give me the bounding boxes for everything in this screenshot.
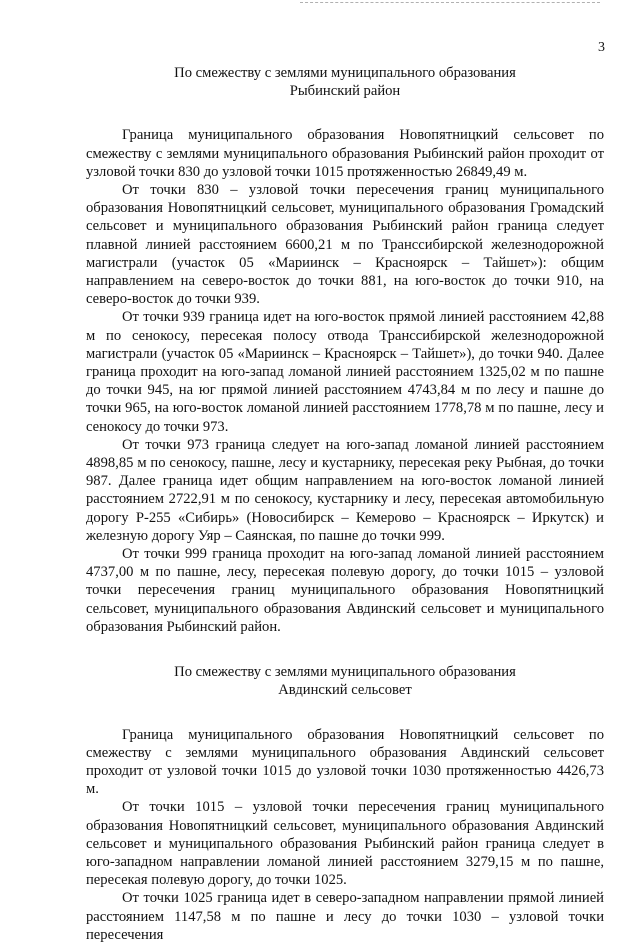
paragraph: От точки 1025 граница идет в северо-западном направлении прямой линией расстоянием 1147,58 м по пашне и лесу до точки 1030 – узловой точки пересечения xyxy=(86,890,604,943)
paragraph: От точки 830 – узловой точки пересечения границ муниципального образования Новопятницкий сельсовет, муниципального образования Громадский сельсовет и муниципального образования Рыбинский район граница следует плавной линией расстоянием 6600,21 м по Транссибирской железнодорожной магистрали (участок 05 «Мариинск – Красноярск – Тайшет»): общим направлением на северо-восток до точки 881, на юго-восток до точки 910, на северо-восток до точки 939. xyxy=(86,182,604,308)
section-heading-line: По смежеству с землями муниципального образования xyxy=(174,65,516,81)
paragraph: От точки 1015 – узловой точки пересечения границ муниципального образования Новопятницкий сельсовет, муниципального образования Авдинский сельсовет и муниципального образования Рыбинский район граница следует в юго-западном направлении ломаной линией расстоянием 3279,15 м по пашне, пересекая полевую дорогу, до точки 1025. xyxy=(86,799,604,889)
paragraph: От точки 973 граница следует на юго-запад ломаной линией расстоянием 4898,85 м по сенокосу, пашне, лесу и кустарнику, пересекая реку Рыбная, до точки 987. Далее граница идет общим направлением на юго-восток ломаной линией расстоянием 2722,91 м по сенокосу, кустарнику и лесу, пересекая автомобильную дорогу Р-255 «Сибирь» (Новосибирск – Кемерово – Красноярск – Иркутск) и железную дорогу Уяр – Саянская, по пашне до точки 999. xyxy=(86,436,604,544)
paragraph: От точки 999 граница проходит на юго-запад ломаной линией расстоянием 4737,00 м по пашне, лесу, пересекая полевую дорогу, до точки 1015 – узловой точки пересечения границ муниципального образования Новопятницкий сельсовет, муниципального образования Авдинский сельсовет и муниципального образования Рыбинский район. xyxy=(86,546,604,635)
section-heading-line: Рыбинский район xyxy=(289,83,401,100)
page-number: 3 xyxy=(598,40,605,55)
paragraph: От точки 939 граница идет на юго-восток прямой линией расстоянием 42,88 м по сенокосу, пересекая полосу отвода Транссибирской железнодорожной магистрали (участок 05 «Мариинск – Красноярск – Тайшет»), до точки 940. Далее граница проходит на юго-запад ломаной линией расстоянием 1325,02 м по пашне до точки 945, на юг прямой линией расстоянием 4743,84 м по лесу и пашне до точки 965, на юго-восток ломаной линией расстоянием 1778,78 м по пашне, лесу и сенокосу до точки 973. xyxy=(86,309,604,435)
paragraph: Граница муниципального образования Новопятницкий сельсовет по смежеству с землями муниципального образования Авдинский сельсовет проходит от узловой точки 1015 до узловой точки 1030 протяженностью 4426,73 м. xyxy=(86,726,604,798)
document-body xyxy=(86,64,604,944)
scan-top-edge xyxy=(300,2,600,3)
section-heading-rybinsky xyxy=(86,64,604,100)
paragraph: Граница муниципального образования Новопятницкий сельсовет по смежеству с землями муниципального образования Рыбинский район проходит от узловой точки 830 до узловой точки 1015 протяженностью 26849,49 м. xyxy=(86,127,604,180)
section-heading-line: По смежеству с землями муниципального образования xyxy=(174,664,516,681)
section-heading-line: Авдинский сельсовет xyxy=(278,682,412,699)
section-heading-avdinsky xyxy=(86,663,604,699)
